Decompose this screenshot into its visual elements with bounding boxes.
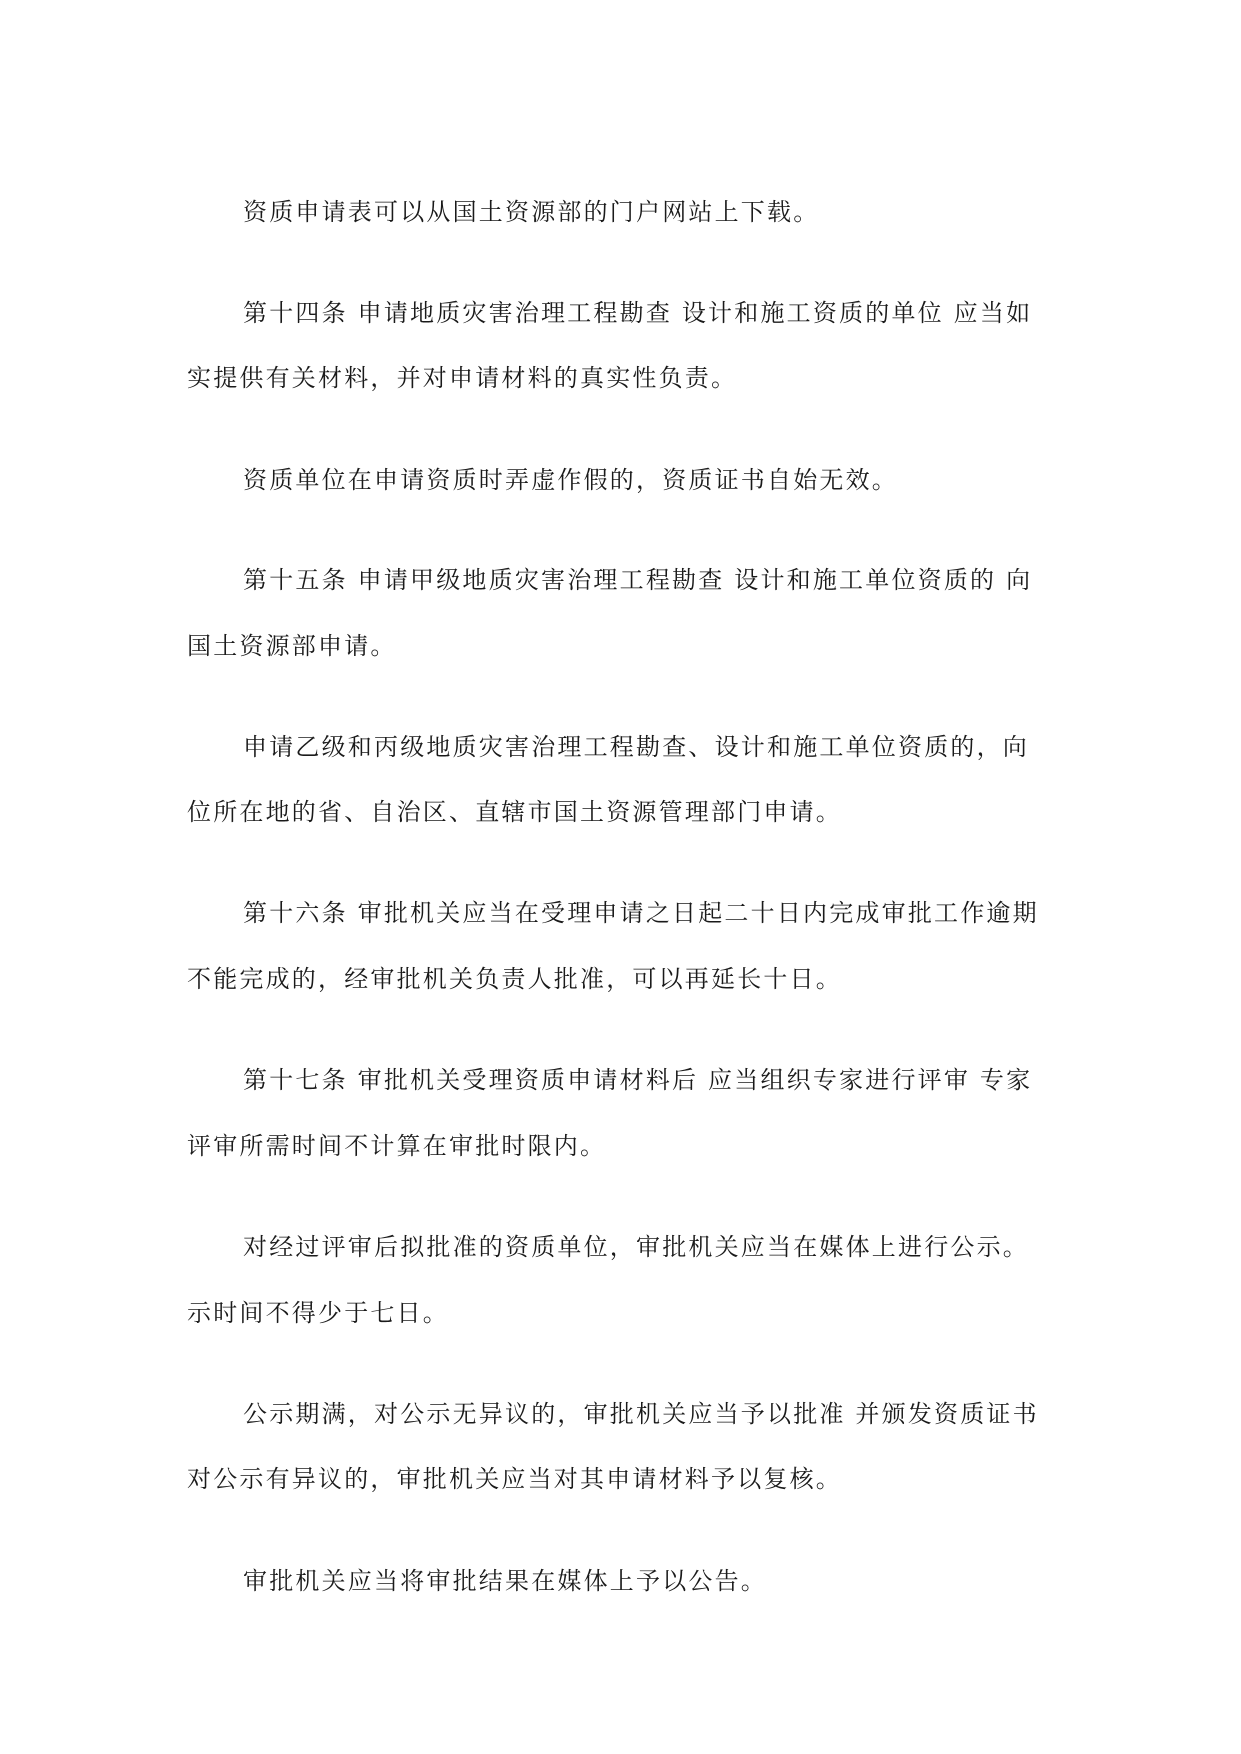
paragraph-line: 位所在地的省、自治区、直辖市国土资源管理部门申请。: [187, 798, 842, 826]
paragraph-line: 公示期满，对公示无异议的，审批机关应当予以批准 并颁发资质证书: [243, 1400, 1039, 1428]
paragraph-line: 实提供有关材料，并对申请材料的真实性负责。: [187, 364, 738, 392]
paragraph-line: 对公示有异议的，审批机关应当对其申请材料予以复核。: [187, 1465, 842, 1493]
paragraph-line: 国土资源部申请。: [187, 632, 397, 660]
paragraph-line: 审批机关应当将审批结果在媒体上予以公告。: [243, 1567, 767, 1595]
paragraph-line: 示时间不得少于七日。: [187, 1299, 449, 1327]
paragraph-line: 申请乙级和丙级地质灾害治理工程勘查、设计和施工单位资质的，向: [243, 733, 1029, 761]
paragraph-line: 第十七条 审批机关受理资质申请材料后 应当组织专家进行评审 专家: [243, 1066, 1033, 1094]
paragraph-line: 第十六条 审批机关应当在受理申请之日起二十日内完成审批工作逾期: [243, 899, 1039, 927]
paragraph-line: 评审所需时间不计算在审批时限内。: [187, 1132, 607, 1160]
paragraph-line: 资质单位在申请资质时弄虚作假的，资质证书自始无效。: [243, 466, 898, 494]
paragraph-line: 第十四条 申请地质灾害治理工程勘查 设计和施工资质的单位 应当如: [243, 299, 1033, 327]
paragraph-line: 资质申请表可以从国土资源部的门户网站上下载。: [243, 198, 820, 226]
paragraph-line: 不能完成的，经审批机关负责人批准，可以再延长十日。: [187, 965, 842, 993]
paragraph-line: 第十五条 申请甲级地质灾害治理工程勘查 设计和施工单位资质的 向: [243, 566, 1033, 594]
paragraph-line: 对经过评审后拟批准的资质单位，审批机关应当在媒体上进行公示。: [243, 1233, 1029, 1261]
